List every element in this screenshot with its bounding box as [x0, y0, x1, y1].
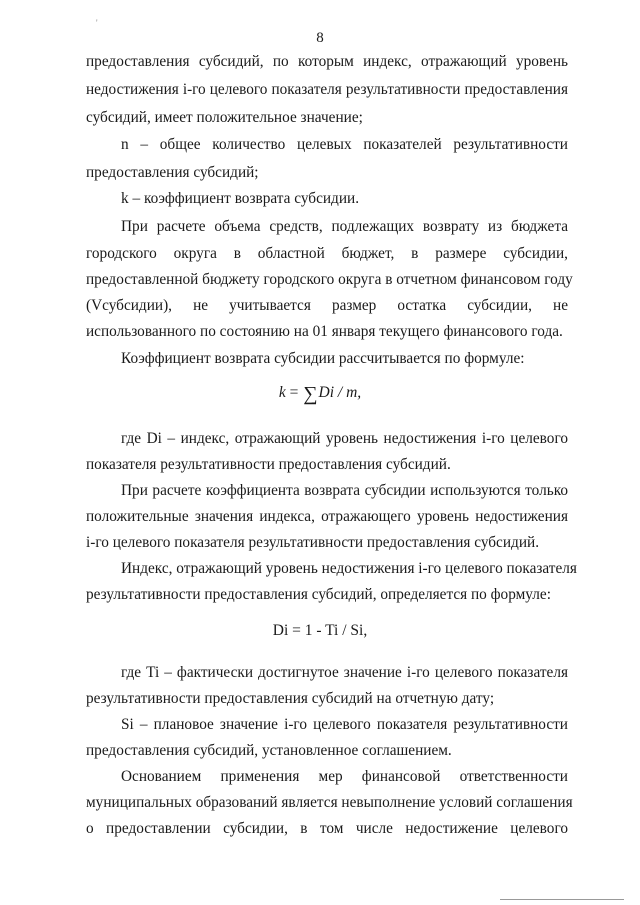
text-line: i-го целевого показателя результативности предоставления субсидий. [86, 534, 540, 551]
text-line: Основанием применения мер финансовой ответственности [121, 768, 568, 785]
text-line: Si – плановое значение i-го целевого показателя результативности [121, 716, 568, 733]
text-line: (Vсубсидии), не учитывается размер остатка субсидии, не [86, 297, 568, 314]
text-line: При расчете объема средств, подлежащих возврату из бюджета [121, 218, 568, 235]
text-line: показателя результативности предоставления субсидий. [86, 456, 451, 473]
text-line: результативности предоставления субсидий на отчетную дату; [86, 690, 495, 707]
text-line: использованного по состоянию на 01 января текущего финансового года. [86, 323, 563, 340]
text-line: муниципальных образований является невыполнение условий соглашения [86, 794, 573, 811]
page-number: 8 [316, 30, 324, 46]
formula-k-equals: = [285, 384, 303, 401]
formula-k-symbol: k [278, 384, 286, 401]
text-line: предоставления субсидий, по которым индекс, отражающий уровень [86, 53, 568, 70]
text-line: субсидий, имеет положительное значение; [86, 109, 363, 126]
text-line: n – общее количество целевых показателей результативности [121, 136, 568, 153]
text-line: о предоставлении субсидии, в том числе недостижение целевого [86, 820, 568, 837]
text-line: предоставления субсидий, установленное соглашением. [86, 742, 452, 759]
text-line: городского округа в областной бюджет, в размере субсидии, [86, 245, 568, 262]
text-line: результативности предоставления субсидий, определяется по формуле: [86, 586, 551, 603]
formula-di: Di = 1 - Ti / Si, [272, 622, 368, 639]
scan-mark: ' [96, 18, 98, 28]
text-line: где Ti – фактически достигнутое значение i-го целевого показателя [121, 664, 568, 681]
formula-k [0, 383, 640, 406]
text-line: предоставления субсидий; [86, 164, 259, 181]
text-line: k – коэффициент возврата субсидии. [121, 190, 360, 207]
text-line: предоставленной бюджету городского округа в отчетном финансовом году [86, 271, 573, 288]
scan-rule [500, 899, 624, 900]
text-line: где Di – индекс, отражающий уровень недостижения i-го целевого [121, 430, 568, 447]
text-line: недостижения i-го целевого показателя результативности предоставления [86, 81, 568, 98]
text-line: При расчете коэффициента возврата субсидии используются только [121, 482, 568, 499]
text-line: Коэффициент возврата субсидии рассчитывается по формуле: [121, 350, 525, 367]
formula-k-body: Di / m, [318, 384, 362, 401]
sum-symbol: ∑ [303, 383, 318, 405]
text-line: Индекс, отражающий уровень недостижения i-го целевого показателя [121, 560, 577, 577]
text-line: положительные значения индекса, отражающего уровень недостижения [86, 508, 568, 525]
